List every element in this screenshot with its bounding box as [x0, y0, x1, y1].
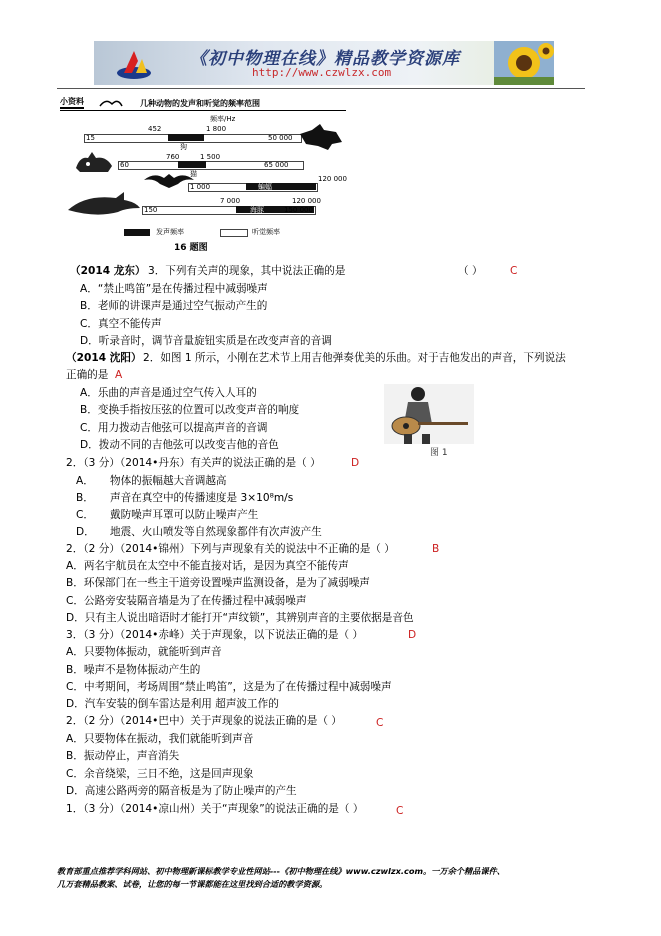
- bat-hear-to: 120 000: [318, 175, 347, 183]
- q4-option-b: B．环保部门在一些主干道旁设置噪声监测设备，是为了减弱噪声: [66, 577, 370, 589]
- q2-answer: A: [115, 369, 123, 381]
- footer-line-1: 教育部重点推荐学科网站、初中物理新课标教学专业性网站---《初中物理在线》www.czwlzx.com。一万余个精品课件、: [57, 866, 505, 876]
- footer-line-2: 几万套精品教案、试卷，让您的每一节课都能在这里找到合适的教学资源。: [57, 879, 328, 889]
- q2-option-d: D．拨动不同的吉他弦可以改变吉他的音色: [80, 439, 279, 451]
- figure-caption: 16 题图: [174, 243, 208, 253]
- cat-hear-to: 65 000: [264, 161, 289, 169]
- dog-label: 狗: [180, 143, 187, 151]
- dog-icon: [298, 122, 344, 152]
- bat-icon: [144, 172, 194, 190]
- q2-stem: 2．如图 1 所示，小刚在艺术节上用吉他弹奏优美的乐曲。对于吉他发出的声音，下列说法: [143, 352, 566, 364]
- cat-emit-bar: [178, 161, 206, 168]
- banner-title: 《初中物理在线》精品教学资源库: [190, 49, 460, 69]
- q3-option-c: 戴防噪声耳罩可以防止噪声产生: [110, 509, 259, 521]
- q7-stem: 1．（3 分）（2014•凉山州）关于“声现象”的说法正确的是（ ）: [66, 803, 364, 815]
- q3-option-b: 声音在真空中的传播速度是 3×10⁸m/s: [110, 492, 294, 504]
- dolphin-emit-to: 120 000: [292, 197, 321, 205]
- q5-option-d: D．汽车安装的倒车雷达是利用 超声波工作的: [66, 698, 279, 710]
- q5-option-a: A．只要物体振动，就能听到声音: [66, 646, 222, 658]
- q6-option-d: D．高速公路两旁的隔音板是为了防止噪声的产生: [66, 785, 297, 797]
- book-icon: [98, 96, 124, 108]
- legend-emit-swatch: [124, 229, 150, 236]
- guitar-player-image: [384, 384, 474, 444]
- dolphin-hear-from: 150: [144, 206, 158, 214]
- dolphin-label: 海豚: [250, 206, 264, 214]
- bat-hear-from: 1 000: [190, 183, 211, 191]
- q7-answer: C: [396, 805, 404, 817]
- q1-answer: C: [510, 265, 518, 277]
- cat-emit-to: 1 500: [200, 153, 221, 161]
- bat-label: 蝙蝠: [258, 183, 272, 191]
- q1-stem: 3．下列有关声的现象，其中说法正确的是: [148, 265, 346, 277]
- q6-option-b: B．振动停止，声音消失: [66, 750, 180, 762]
- sunflower-icon: [494, 41, 554, 85]
- cat-icon: [74, 148, 114, 174]
- q3-option-d-label: D．: [76, 526, 95, 538]
- q2-option-b: B．变换手指按压弦的位置可以改变声音的响度: [80, 404, 300, 416]
- q3-option-a: 物体的振幅越大音调越高: [110, 475, 227, 487]
- header-banner: [94, 41, 554, 85]
- q3-option-a-label: A．: [76, 475, 94, 487]
- dog-emit-bar: [168, 134, 204, 141]
- dog-hear-from: 15: [86, 134, 95, 142]
- q2-stem-line2: 正确的是: [66, 369, 109, 381]
- figure-title: 几种动物的发声和听觉的频率范围: [140, 99, 260, 108]
- q4-option-d: D．只有主人说出暗语时才能打开“声纹锁”，其辨别声音的主要依据是音色: [66, 612, 414, 624]
- q6-stem: 2．（2 分）（2014•巴中）关于声现象的说法正确的是（ ）: [66, 715, 342, 727]
- q4-stem: 2．（2 分）（2014•锦州）下列与声现象有关的说法中不正确的是（ ）: [66, 543, 395, 555]
- q5-answer: D: [408, 629, 417, 641]
- q5-stem: 3．（3 分）（2014•赤峰）关于声现象，以下说法正确的是（ ）: [66, 629, 364, 641]
- q6-option-a: A．只要物体在振动，我们就能听到声音: [66, 733, 254, 745]
- q1-stem-prefix: （2014 龙东）: [70, 265, 146, 277]
- q1-option-b: B．老师的讲课声是通过空气振动产生的: [80, 300, 268, 312]
- legend-hear-swatch: [220, 229, 248, 237]
- q2-image-caption: 图 1: [430, 448, 448, 458]
- dog-emit-to: 1 800: [206, 125, 227, 133]
- figure-header-tag: 小资料: [60, 98, 84, 109]
- q5-option-b: B．噪声不是物体振动产生的: [66, 664, 201, 676]
- dog-emit-from: 452: [148, 125, 162, 133]
- dog-hear-to: 50 000: [268, 134, 293, 142]
- q6-option-c: C．余音绕梁，三日不绝，这是回声现象: [66, 768, 254, 780]
- legend-emit-label: 发声频率: [156, 228, 184, 236]
- q2-stem-prefix: （2014 沈阳）: [66, 352, 142, 364]
- site-logo-icon: [114, 47, 154, 81]
- header-rule: [57, 88, 585, 89]
- q3-option-c-label: C．: [76, 509, 94, 521]
- q3-option-d: 地震、火山喷发等自然现象都伴有次声波产生: [110, 526, 322, 538]
- q4-option-a: A．两名宇航员在太空中不能直接对话，是因为真空不能传声: [66, 560, 349, 572]
- q2-option-c: C．用力拨动吉他弦可以提高声音的音调: [80, 422, 268, 434]
- frequency-range-figure: [60, 96, 346, 262]
- dolphin-icon: [66, 192, 142, 218]
- q1-option-c: C．真空不能传声: [80, 318, 162, 330]
- q3-option-b-label: B．: [76, 492, 94, 504]
- q4-answer: B: [432, 543, 440, 555]
- q2-option-a: A．乐曲的声音是通过空气传入人耳的: [80, 387, 257, 399]
- q6-answer: C: [376, 717, 384, 729]
- q1-option-a: A．“禁止鸣笛”是在传播过程中减弱噪声: [80, 283, 268, 295]
- cat-hear-from: 60: [120, 161, 129, 169]
- q1-paren: （ ）: [458, 265, 483, 277]
- figure-title-rule: [60, 110, 346, 111]
- q5-option-c: C．中考期间，考场周围“禁止鸣笛”，这是为了在传播过程中减弱噪声: [66, 681, 392, 693]
- dolphin-hear-to: 150 000: [284, 206, 313, 214]
- q1-option-d: D．听录音时，调节音量旋钮实质是在改变声音的音调: [80, 335, 332, 347]
- legend-hear-label: 听觉频率: [252, 228, 280, 236]
- dolphin-emit-from: 7 000: [220, 197, 241, 205]
- figure-axis-label: 频率/Hz: [210, 115, 236, 123]
- cat-emit-from: 760: [166, 153, 180, 161]
- q3-stem: 2．（3 分）（2014•丹东）有关声的说法正确的是（ ）: [66, 457, 321, 469]
- banner-url[interactable]: http://www.czwlzx.com: [252, 66, 392, 79]
- q4-option-c: C．公路旁安装隔音墙是为了在传播过程中减弱噪声: [66, 595, 307, 607]
- page-footer: [57, 865, 597, 891]
- cat-label: 猫: [190, 170, 197, 178]
- bat-emit-bar: [246, 183, 316, 190]
- q3-answer: D: [351, 457, 360, 469]
